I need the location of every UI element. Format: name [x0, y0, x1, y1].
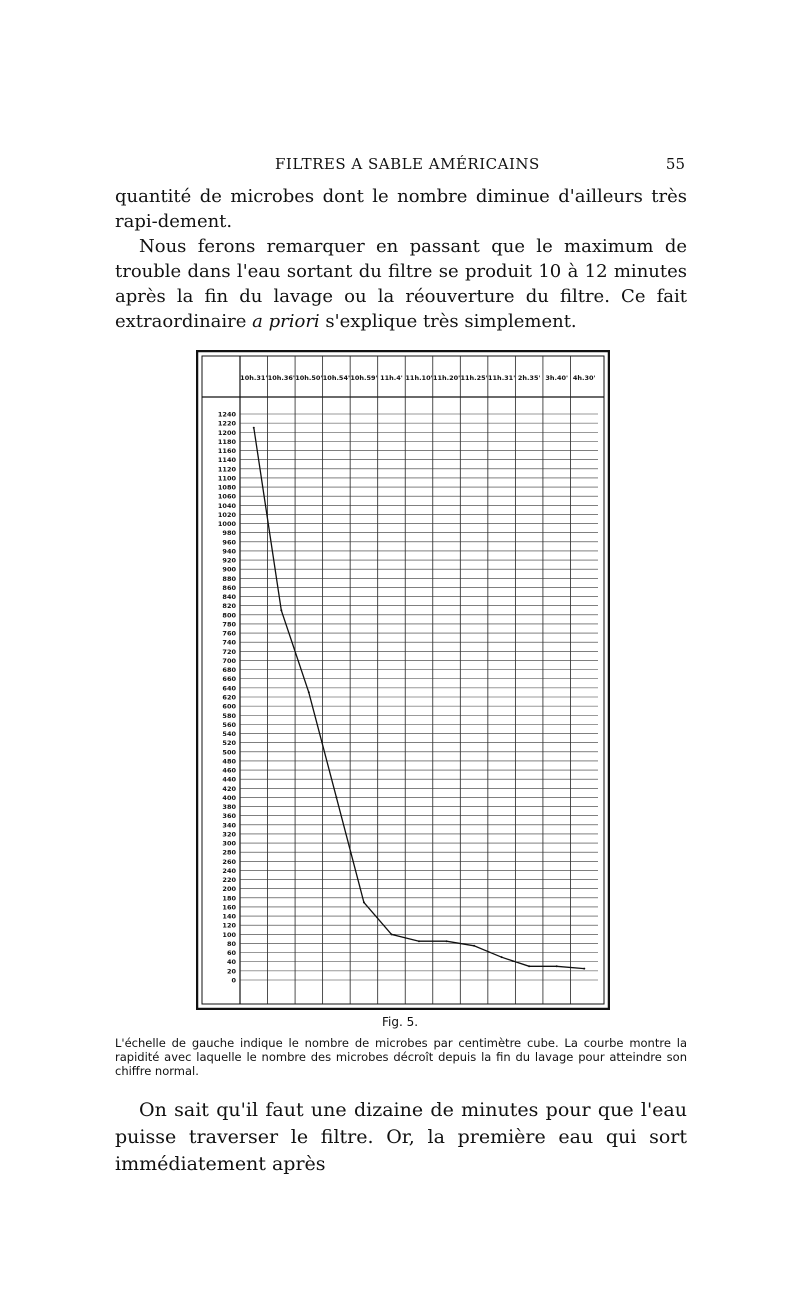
- y-tick-label: 720: [222, 647, 236, 656]
- y-tick-label: 620: [222, 693, 236, 702]
- y-tick-label: 760: [222, 629, 236, 638]
- y-tick-label: 480: [222, 757, 236, 766]
- chart-frame-outer: [197, 351, 609, 1009]
- data-point: [280, 609, 282, 611]
- data-point: [528, 965, 530, 967]
- x-tick-label: 3h.40': [545, 374, 569, 382]
- y-tick-label: 520: [222, 739, 236, 748]
- y-tick-label: 500: [222, 748, 236, 757]
- y-tick-label: 1120: [217, 465, 236, 474]
- x-tick-label: 11h.25': [460, 374, 488, 382]
- data-point: [363, 901, 365, 903]
- y-tick-label: 1180: [217, 437, 236, 446]
- running-head: [115, 155, 685, 177]
- y-tick-label: 840: [222, 593, 236, 602]
- y-tick-label: 460: [222, 766, 236, 775]
- page-number: 55: [665, 155, 685, 173]
- y-tick-label: 540: [222, 730, 236, 739]
- data-point: [446, 940, 448, 942]
- y-tick-label: 800: [222, 611, 236, 620]
- data-point: [390, 933, 392, 935]
- x-tick-label: 10h.36': [267, 374, 295, 382]
- y-tick-label: 1000: [217, 520, 236, 529]
- y-tick-label: 960: [222, 538, 236, 547]
- y-tick-label: 860: [222, 583, 236, 592]
- y-tick-label: 640: [222, 684, 236, 693]
- y-tick-label: 320: [222, 830, 236, 839]
- x-tick-label: 11h.20': [432, 374, 461, 382]
- y-tick-label: 40: [226, 958, 236, 967]
- y-tick-label: 300: [222, 839, 236, 848]
- y-tick-label: 160: [222, 903, 236, 912]
- y-tick-label: 680: [222, 666, 236, 675]
- y-tick-label: 260: [222, 857, 236, 866]
- y-tick-label: 880: [222, 574, 236, 583]
- y-tick-label: 1200: [217, 428, 236, 437]
- y-tick-label: 1240: [217, 410, 236, 419]
- y-tick-label: 920: [222, 556, 236, 565]
- y-tick-label: 80: [226, 939, 236, 948]
- y-tick-label: 900: [222, 565, 236, 574]
- y-tick-label: 1140: [217, 456, 236, 465]
- x-tick-label: 10h.54': [322, 374, 350, 382]
- y-tick-label: 1160: [217, 447, 236, 456]
- data-point: [335, 796, 337, 798]
- x-tick-label: 11h.4': [380, 374, 403, 382]
- x-tick-label: 10h.50': [295, 374, 323, 382]
- figure-label: Fig. 5.: [381, 1015, 419, 1029]
- microbe-chart: [196, 350, 610, 1010]
- y-tick-label: 120: [222, 921, 236, 930]
- y-tick-label: 420: [222, 784, 236, 793]
- paragraph-3: On sait qu'il faut une dizaine de minutes pour que l'eau puisse traverser le filtre. Or, la première eau qui sort immédiatement après: [115, 1099, 687, 1175]
- data-point: [253, 427, 255, 429]
- y-tick-label: 100: [222, 930, 236, 939]
- y-tick-label: 360: [222, 812, 236, 821]
- y-tick-label: 940: [222, 547, 236, 556]
- y-tick-label: 380: [222, 803, 236, 812]
- paragraph-2-italic: a priori: [252, 311, 320, 332]
- y-tick-label: 140: [222, 912, 236, 921]
- y-tick-label: 220: [222, 876, 236, 885]
- paragraph-2-text-a: Nous ferons remarquer en passant que le maximum de trouble dans l'eau sortant du filtre se produit 10 à 12 minutes après la fin du lavage ou la réouverture du filtre. Ce fait extraordinaire: [115, 236, 687, 332]
- y-tick-label: 740: [222, 638, 236, 647]
- y-tick-label: 580: [222, 711, 236, 720]
- microbe-curve: [254, 428, 584, 969]
- y-tick-label: 400: [222, 793, 236, 802]
- y-tick-label: 280: [222, 848, 236, 857]
- y-tick-label: 600: [222, 702, 236, 711]
- data-point: [308, 691, 310, 693]
- y-tick-label: 20: [226, 967, 236, 976]
- y-tick-label: 700: [222, 656, 236, 665]
- data-point: [583, 968, 585, 970]
- y-tick-label: 1020: [217, 510, 236, 519]
- y-tick-label: 980: [222, 529, 236, 538]
- x-tick-label: 11h.10': [405, 374, 433, 382]
- y-tick-label: 180: [222, 894, 236, 903]
- paragraph-2-text-b: s'explique très simplement.: [319, 311, 577, 332]
- y-tick-label: 1060: [217, 492, 236, 501]
- y-tick-label: 660: [222, 675, 236, 684]
- data-point: [418, 940, 420, 942]
- figure-5: [196, 350, 610, 1014]
- data-point: [501, 956, 503, 958]
- x-tick-label: 2h.35': [517, 374, 541, 382]
- y-tick-label: 1040: [217, 501, 236, 510]
- y-tick-label: 560: [222, 720, 236, 729]
- x-tick-label: 10h.59': [350, 374, 378, 382]
- y-tick-label: 240: [222, 866, 236, 875]
- y-tick-label: 0: [231, 976, 236, 985]
- y-tick-label: 200: [222, 885, 236, 894]
- figure-caption: L'échelle de gauche indique le nombre de microbes par centimètre cube. La courbe montre la rapidité avec laquelle le nombre des microbes décroît depuis la fin du lavage pour atteindre son chiffre normal.: [115, 1036, 687, 1078]
- y-tick-label: 1100: [217, 474, 236, 483]
- data-point: [556, 965, 558, 967]
- y-tick-label: 1080: [217, 483, 236, 492]
- running-title: FILTRES A SABLE AMÉRICAINS: [275, 155, 540, 173]
- x-tick-label: 4h.30': [572, 374, 596, 382]
- y-tick-label: 780: [222, 620, 236, 629]
- x-tick-label: 11h.31': [488, 374, 516, 382]
- y-tick-label: 60: [226, 949, 236, 958]
- y-tick-label: 440: [222, 775, 236, 784]
- y-tick-label: 340: [222, 821, 236, 830]
- paragraph-1: quantité de microbes dont le nombre diminue d'ailleurs très rapi-dement.: [115, 186, 687, 232]
- x-tick-label: 10h.31': [240, 374, 268, 382]
- paragraph-2: [115, 234, 687, 334]
- y-tick-label: 1220: [217, 419, 236, 428]
- data-point: [473, 945, 475, 947]
- y-tick-label: 820: [222, 602, 236, 611]
